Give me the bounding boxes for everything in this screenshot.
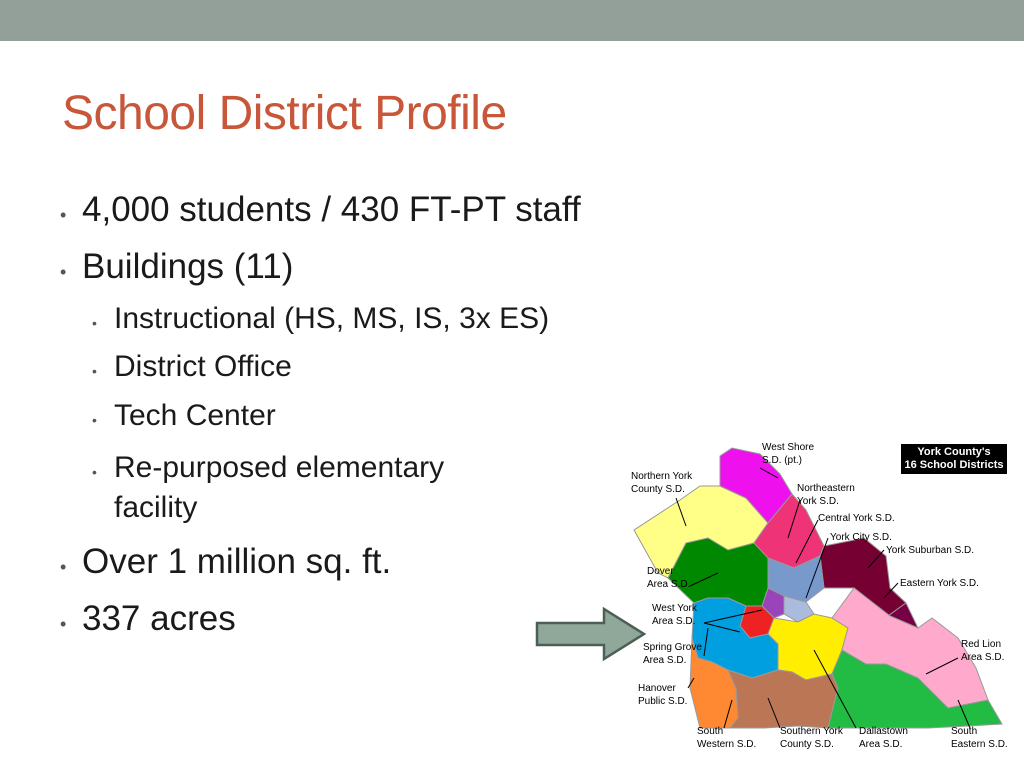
bullet-sqft-text: Over 1 million sq. ft. [82,542,392,581]
map-label-spring-grove: Spring Grove Area S.D. [643,642,702,666]
map-label-west-shore: West Shore S.D. (pt.) [762,442,815,466]
sub-bullet-repurposed-text [114,448,444,528]
sub-bullet-tech-center-text: Tech Center [114,399,276,432]
bullet-dot: • [60,262,67,282]
top-bar [0,0,1024,41]
map-label-south-eastern: South Eastern S.D. [951,726,1008,750]
sub-bullet-instructional-text: Instructional (HS, MS, IS, 3x ES) [114,302,550,335]
sub-bullet-tech-center [92,399,276,433]
map-label-hanover: Hanover Public S.D. [638,683,688,707]
bullet-dot: • [92,315,97,331]
bullet-dot: • [92,412,97,428]
map-label-northern-york: Northern York County S.D. [631,471,693,495]
map-region-southern-york [728,670,838,728]
map-label-southern-york: Southern York County S.D. [780,726,843,750]
map-legend-line1: York County's [917,446,991,458]
bullet-dot: • [92,464,97,480]
map-label-northeastern: Northeastern York S.D. [797,483,855,507]
sub-bullet-repurposed-line2: facility [114,491,198,524]
bullet-buildings-text: Buildings (11) [82,247,294,286]
slide-title: School District Profile [62,87,507,140]
sub-bullet-instructional [92,302,549,336]
bullet-dot: • [60,614,67,634]
map-label-central-york: Central York S.D. [818,513,895,524]
bullet-dot: • [60,557,67,577]
bullet-acres-text: 337 acres [82,599,236,638]
bullet-buildings [60,247,293,287]
map-label-dallastown: Dallastown Area S.D. [859,726,908,750]
map-label-dover: Dover Area S.D. [647,566,691,590]
sub-bullet-district-office-text: District Office [114,350,292,383]
map-label-york-suburban: York Suburban S.D. [886,545,975,556]
bullet-students-text: 4,000 students / 430 FT-PT staff [82,190,581,229]
map-label-south-western: South Western S.D. [697,726,757,750]
sub-bullet-repurposed-line1: Re-purposed elementary [114,451,445,484]
bullet-dot: • [92,363,97,379]
map-label-red-lion: Red Lion Area S.D. [961,639,1005,663]
map-legend [901,444,1007,474]
sub-bullet-repurposed [92,448,444,528]
bullet-students [60,190,581,230]
map-label-york-city: York City S.D. [830,532,892,543]
map-label-west-york: West York Area S.D. [652,603,697,627]
bullet-acres [60,599,236,639]
bullet-sqft [60,542,391,582]
sub-bullet-district-office [92,350,292,384]
map-legend-line2: 16 School Districts [904,459,1004,471]
map-label-eastern-york: Eastern York S.D. [900,578,979,589]
bullet-dot: • [60,205,67,225]
